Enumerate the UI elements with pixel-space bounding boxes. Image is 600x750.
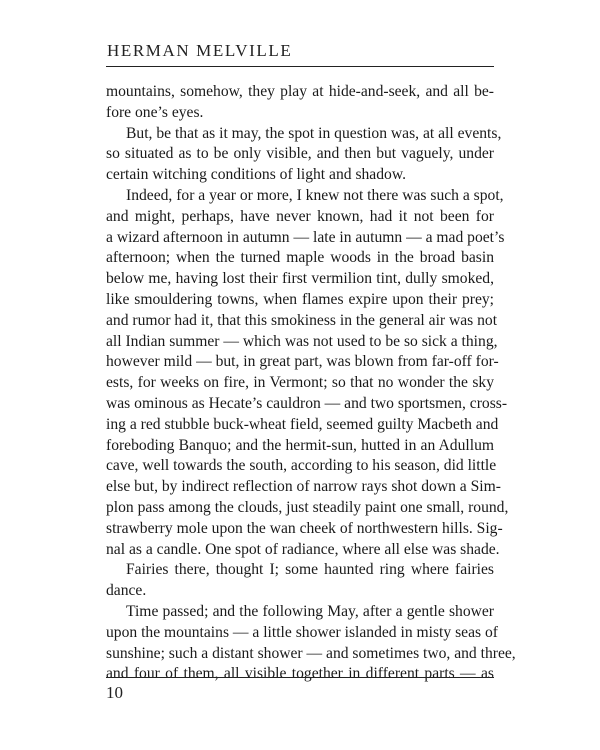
- text-line: fore one’s eyes.: [106, 103, 204, 121]
- running-head: HERMAN MELVILLE: [107, 41, 293, 60]
- text-line: upon the mountains — a little shower islanded in misty seas of: [106, 623, 498, 641]
- text-line: like smouldering towns, when flames expire upon their prey;: [106, 290, 494, 308]
- text-line: and rumor had it, that this smokiness in the general air was not: [106, 311, 498, 329]
- text-line: nal as a candle. One spot of radiance, where all else was shade.: [106, 540, 500, 558]
- text-line: Indeed, for a year or more, I knew not there was such a spot,: [126, 186, 504, 204]
- text-line: But, be that as it may, the spot in question was, at all events,: [126, 124, 502, 142]
- page-number: 10: [106, 683, 123, 702]
- text-line: certain witching conditions of light and shadow.: [106, 166, 406, 184]
- text-line: Fairies there, thought I; some haunted ring where fairies: [126, 561, 494, 579]
- text-line: however mild — but, in great part, was blown from far-off for-: [106, 353, 499, 371]
- text-line: foreboding Banquo; and the hermit-sun, hutted in an Adullum: [106, 436, 494, 454]
- text-line: ing a red stubble buck-wheat field, seemed guilty Macbeth and: [106, 415, 499, 433]
- text-line: so situated as to be only visible, and then but vaguely, under: [106, 145, 494, 163]
- text-line: and might, perhaps, have never known, had it not been for: [106, 207, 494, 225]
- text-line: mountains, somehow, they play at hide-and-seek, and all be-: [106, 83, 494, 100]
- header-rule: [106, 66, 494, 67]
- text-line: plon pass among the clouds, just steadily paint one small, round,: [106, 498, 509, 516]
- footer-rule: [106, 677, 494, 678]
- body-text: [106, 82, 516, 685]
- text-line: a wizard afternoon in autumn — late in autumn — a mad poet’s: [106, 228, 505, 246]
- text-line: below me, having lost their first vermilion tint, dully smoked,: [106, 270, 494, 288]
- text-line: all Indian summer — which was not used to be so sick a thing,: [106, 332, 498, 350]
- text-line: cave, well towards the south, according to his season, did little: [106, 457, 497, 475]
- text-line: was ominous as Hecate’s cauldron — and two sportsmen, cross-: [106, 394, 508, 412]
- text-line: Time passed; and the following May, after a gentle shower: [126, 602, 494, 620]
- text-line: and four of them, all visible together in different parts — as: [106, 665, 494, 683]
- text-line: else but, by indirect reflection of narrow rays shot down a Sim-: [106, 478, 501, 496]
- text-line: dance.: [106, 582, 147, 600]
- text-line: afternoon; when the turned maple woods in the broad basin: [106, 249, 494, 267]
- text-line: sunshine; such a distant shower — and sometimes two, and three,: [106, 644, 516, 662]
- text-line: strawberry mole upon the wan cheek of northwestern hills. Sig-: [106, 519, 503, 537]
- text-line: ests, for weeks on fire, in Vermont; so that no wonder the sky: [106, 374, 494, 392]
